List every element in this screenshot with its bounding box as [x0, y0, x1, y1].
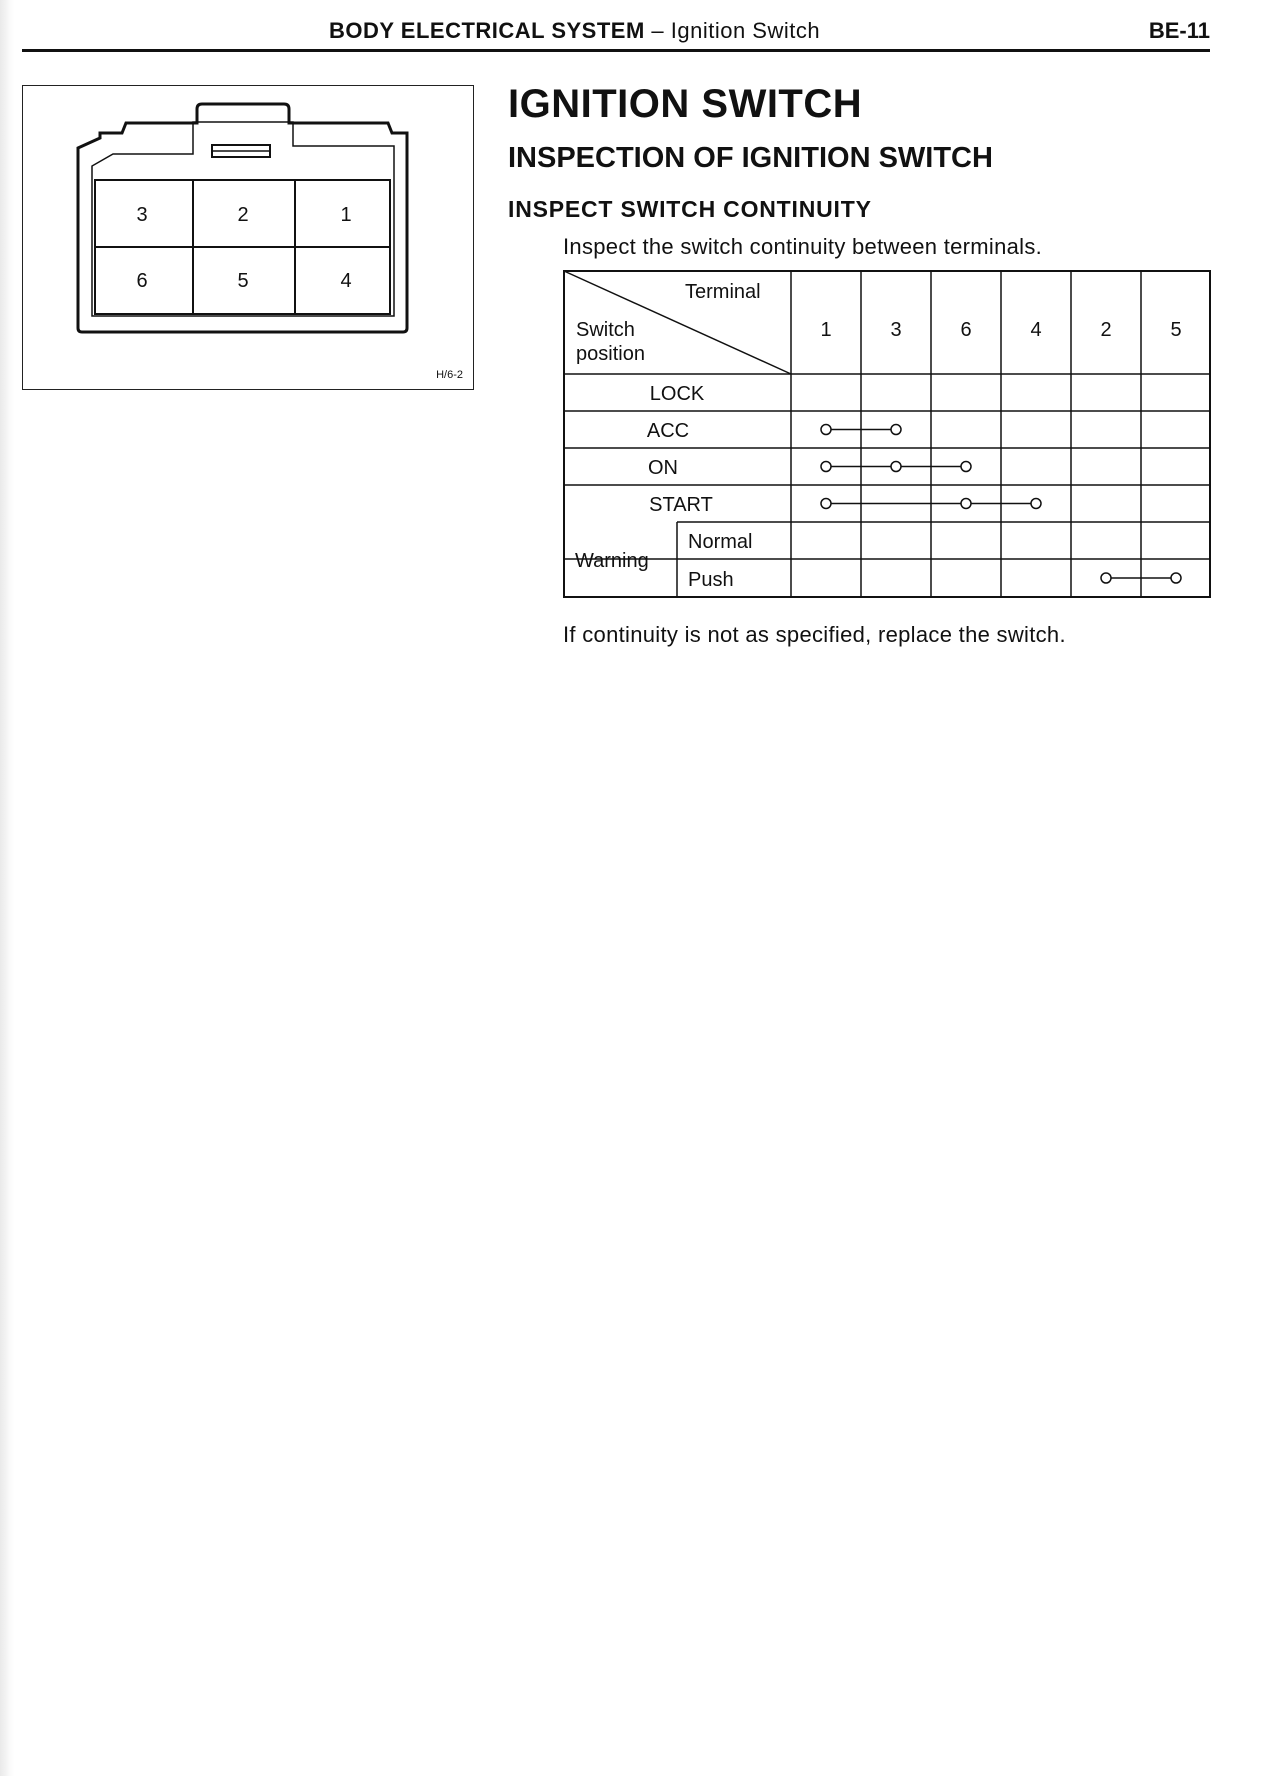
connector-drawing: [23, 86, 475, 391]
terminal-label-4: 4: [340, 270, 352, 292]
terminal-header-2: 2: [1100, 319, 1112, 341]
terminal-header-4: 4: [1030, 319, 1042, 341]
terminal-label-1: 1: [340, 204, 352, 226]
terminal-header-1: 1: [820, 319, 832, 341]
corner-position-label: position: [576, 343, 645, 365]
continuity-table: [563, 270, 1211, 598]
continuity-terminal-marker: [891, 425, 901, 435]
terminal-label-6: 6: [136, 270, 148, 292]
row-label-acc: ACC: [646, 420, 690, 442]
terminal-label-2: 2: [237, 204, 249, 226]
terminal-label-5: 5: [237, 270, 249, 292]
continuity-terminal-marker: [1101, 573, 1111, 583]
continuity-terminal-marker: [891, 462, 901, 472]
row-label-push: Push: [688, 569, 734, 591]
instruction-text: Inspect the switch continuity between terminals.: [563, 234, 1043, 259]
continuity-terminal-marker: [821, 499, 831, 509]
page-title: IGNITION SWITCH: [508, 82, 863, 126]
connector-figure: [22, 85, 474, 390]
row-group-warning: Warning: [575, 550, 649, 572]
corner-terminal-label: Terminal: [685, 281, 761, 303]
terminal-header-3: 3: [890, 319, 902, 341]
scan-edge: [0, 0, 14, 1776]
note-text: If continuity is not as specified, replace the switch.: [563, 622, 1066, 647]
continuity-terminal-marker: [1171, 573, 1181, 583]
continuity-terminal-marker: [961, 462, 971, 472]
continuity-terminal-marker: [961, 499, 971, 509]
figure-code: H/6-2: [436, 369, 463, 381]
row-label-lock: LOCK: [649, 383, 705, 405]
header-title: [329, 18, 820, 44]
terminal-header-5: 5: [1170, 319, 1182, 341]
page-number: BE-11: [1148, 18, 1210, 43]
header-section: BODY ELECTRICAL SYSTEM: [329, 18, 645, 43]
continuity-terminal-marker: [821, 462, 831, 472]
continuity-terminal-marker: [1031, 499, 1041, 509]
row-label-on: ON: [648, 457, 678, 479]
header-separator: –: [644, 18, 671, 43]
header-subsection: Ignition Switch: [670, 18, 821, 43]
section-title: INSPECTION OF IGNITION SWITCH: [508, 142, 993, 174]
row-label-normal: Normal: [688, 531, 753, 553]
header-rule: [22, 49, 1210, 52]
row-label-start: START: [649, 494, 713, 516]
terminal-header-6: 6: [960, 319, 972, 341]
step-title: INSPECT SWITCH CONTINUITY: [508, 196, 872, 222]
continuity-terminal-marker: [821, 425, 831, 435]
corner-switch-label: Switch: [576, 319, 635, 341]
terminal-label-3: 3: [136, 204, 148, 226]
page-header: [22, 10, 1210, 50]
